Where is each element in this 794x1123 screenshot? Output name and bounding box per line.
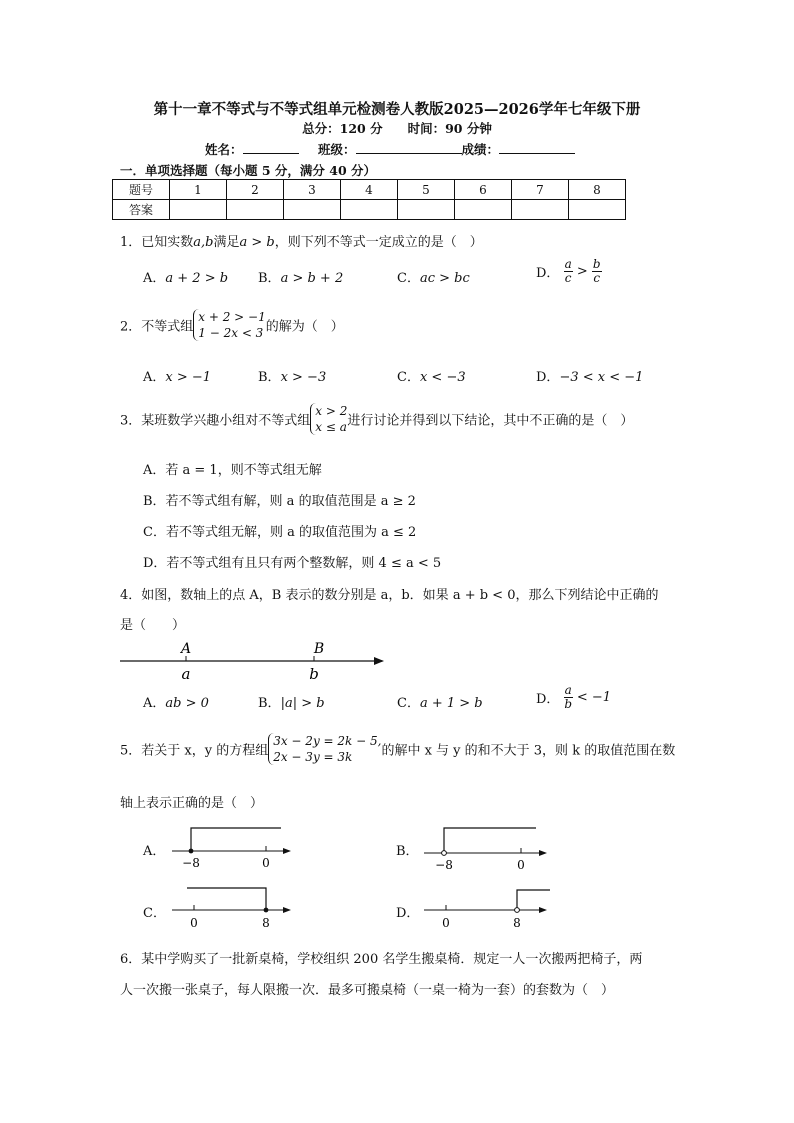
q1-stem-text-2: 满足 — [213, 235, 240, 250]
q3-option-a[interactable]: A．若 a = 1，则不等式组无解 — [143, 463, 322, 478]
table-cell: 3 — [284, 180, 341, 200]
arrow-head-icon — [539, 907, 547, 913]
option-a-number-line — [172, 828, 291, 870]
system-line: x ≤ a — [315, 420, 347, 434]
option-text: x > −1 — [165, 370, 212, 385]
tick-label: 8 — [262, 916, 270, 930]
system-line: x > 2 — [315, 404, 348, 418]
option-d-number-line — [424, 890, 550, 930]
q2-stem-text-2: 的解为（ ） — [265, 319, 344, 335]
option-label: D． — [536, 692, 560, 707]
tick-label: −8 — [435, 858, 453, 872]
option-label: C． — [397, 370, 420, 385]
system-line: 3x − 2y = 2k − 5, — [273, 734, 382, 748]
option-label: C． — [397, 271, 420, 286]
arrow-head-icon — [283, 907, 291, 913]
class-label: 班级： — [318, 142, 356, 157]
solution-ray — [517, 890, 550, 910]
page-title: 第十一章不等式与不等式组单元检测卷人教版2025—2026学年七年级下册 — [153, 101, 641, 118]
q5-option-c[interactable]: C． — [143, 906, 166, 921]
option-label: B． — [258, 271, 281, 286]
q3-option-c[interactable]: C．若不等式组无解，则 a 的取值范围为 a ≤ 2 — [143, 525, 417, 540]
solid-dot-icon — [189, 849, 194, 854]
hollow-dot-icon — [515, 908, 520, 913]
section-heading: 一．单项选择题（每小题 5 分，满分 40 分） — [120, 163, 377, 178]
option-b-number-line — [424, 828, 547, 872]
option-text: |a| > b — [280, 696, 325, 711]
question-6-stem: 6．某中学购买了一批新桌椅，学校组织 200 名学生搬桌椅．规定一人一次搬两把椅子，两 — [120, 952, 643, 967]
option-label: B． — [258, 370, 281, 385]
option-text: a + 1 > b — [419, 696, 483, 711]
table-header-label: 题号 — [113, 180, 170, 200]
table-answer-label: 答案 — [113, 200, 170, 220]
operator: > — [576, 264, 588, 279]
option-label: A． — [143, 271, 166, 286]
table-cell: 5 — [398, 180, 455, 200]
arrow-head-icon — [539, 850, 547, 856]
option-text: a + 2 > b — [165, 271, 229, 286]
option-text: a > b + 2 — [280, 271, 344, 286]
value-b-label: b — [309, 665, 319, 683]
option-label: C． — [397, 696, 420, 711]
denominator: b — [564, 697, 572, 711]
q3-stem-text: 3．某班数学兴趣小组对不等式组 — [120, 413, 311, 429]
table-cell: 1 — [170, 180, 227, 200]
solid-dot-icon — [264, 908, 269, 913]
solution-ray — [187, 888, 266, 910]
q1-stem-text: 1．已知实数 — [120, 235, 194, 250]
option-text: x > −3 — [280, 370, 327, 385]
table-cell: 6 — [455, 180, 512, 200]
option-text: < −1 — [576, 690, 612, 705]
tick-label: 8 — [513, 916, 521, 930]
solution-ray — [191, 828, 281, 851]
option-text: ac > bc — [419, 271, 470, 286]
numerator: a — [564, 683, 572, 697]
name-label: 姓名： — [205, 142, 243, 157]
point-a-label: A — [180, 641, 192, 657]
numerator: b — [592, 257, 601, 271]
q3-option-b[interactable]: B．若不等式组有解，则 a 的取值范围是 a ≥ 2 — [143, 494, 416, 509]
value-a-label: a — [181, 665, 191, 683]
q2-stem-text: 2．不等式组 — [120, 319, 194, 335]
q5-option-a[interactable]: A． — [143, 844, 166, 859]
arrow-head-icon — [283, 848, 291, 854]
option-c-number-line — [172, 888, 291, 930]
system-line: 1 − 2x < 3 — [198, 326, 264, 340]
option-text: −3 < x < −1 — [559, 370, 644, 385]
q5-option-b[interactable]: B． — [396, 844, 419, 859]
q3-option-d[interactable]: D．若不等式组有且只有两个整数解，则 4 ≤ a < 5 — [143, 556, 442, 571]
table-cell: 2 — [227, 180, 284, 200]
exam-meta: 总分：120 分 时间：90 分钟 — [302, 121, 492, 136]
question-4-stem-line2: 是（ ） — [120, 618, 186, 633]
option-text: x < −3 — [419, 370, 466, 385]
system-line: x + 2 > −1 — [198, 310, 266, 324]
q1-stem-cond: a > b — [239, 235, 275, 250]
denominator: c — [593, 271, 601, 285]
option-label: A． — [143, 696, 166, 711]
tick-label: 0 — [517, 858, 525, 872]
hollow-dot-icon — [442, 851, 447, 856]
q5-option-d[interactable]: D． — [396, 906, 420, 921]
denominator: c — [564, 271, 572, 285]
solution-ray — [444, 828, 536, 851]
question-6-stem-line2: 人一次搬一张桌子，每人限搬一次．最多可搬桌椅（一桌一椅为一套）的套数为（ ） — [120, 983, 615, 998]
score-label: 成绩： — [461, 142, 500, 157]
numerator: a — [564, 257, 572, 271]
q3-stem-text-2: 进行讨论并得到以下结论，其中不正确的是（ ） — [347, 413, 634, 429]
tick-label: 0 — [190, 916, 198, 930]
q5-stem-text-2: 的解中 x 与 y 的和不大于 3，则 k 的取值范围在数 — [381, 743, 676, 759]
tick-label: −8 — [182, 856, 200, 870]
point-b-label: B — [313, 641, 325, 657]
table-cell: 8 — [569, 180, 626, 200]
q5-stem-text: 5．若关于 x，y 的方程组 — [120, 743, 269, 759]
tick-label: 0 — [442, 916, 450, 930]
option-label: D． — [536, 370, 560, 385]
option-label: D． — [536, 266, 560, 281]
q1-stem-vars: a,b — [193, 235, 214, 250]
table-cell: 7 — [512, 180, 569, 200]
question-4-stem: 4．如图，数轴上的点 A，B 表示的数分别是 a，b．如果 a + b < 0，那么下列结论中正确的 — [120, 588, 659, 603]
option-label: B． — [258, 696, 281, 711]
table-cell: 4 — [341, 180, 398, 200]
q1-stem-text-3: ，则下列不等式一定成立的是（ ） — [274, 235, 483, 250]
option-text: ab > 0 — [165, 696, 209, 711]
system-line: 2x − 3y = 3k — [273, 750, 353, 764]
tick-label: 0 — [262, 856, 270, 870]
question-5-stem-line2: 轴上表示正确的是（ ） — [120, 796, 264, 811]
option-label: A． — [143, 370, 166, 385]
